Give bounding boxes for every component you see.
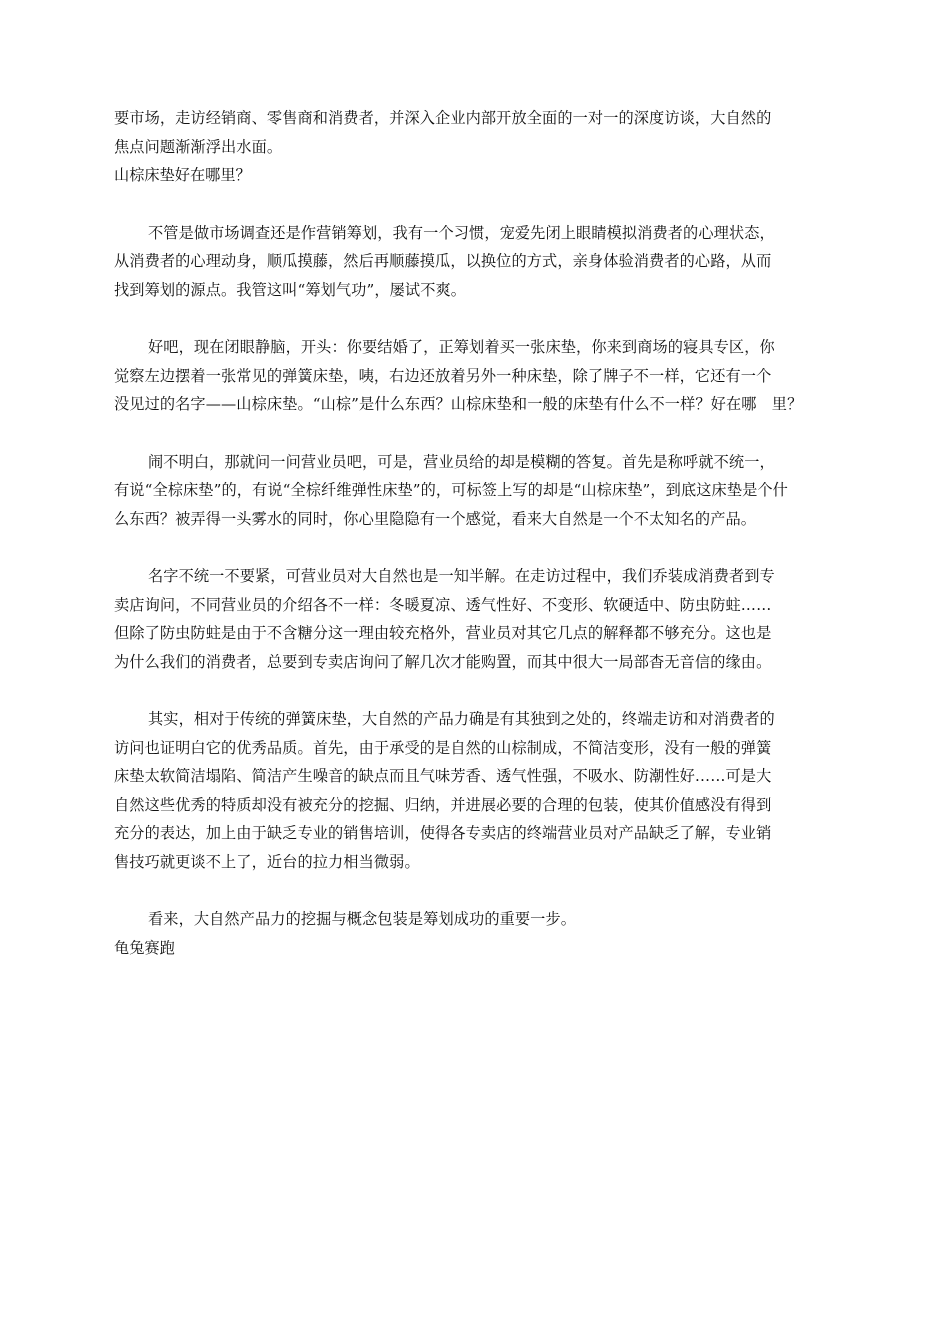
paragraph-6 bbox=[114, 905, 844, 934]
text-line: 要市场，走访经销商、零售商和消费者，并深入企业内部开放全面的一对一的深度访谈，大自然的 bbox=[114, 109, 772, 127]
section-heading: 山棕床垫好在哪里？ bbox=[114, 166, 251, 184]
text-line: 看来，大自然产品力的挖掘与概念包装是筹划成功的重要一步。 bbox=[148, 910, 577, 928]
paragraph-5 bbox=[114, 705, 844, 876]
paragraph-1 bbox=[114, 219, 844, 305]
text-line: 么东西？被弄得一头雾水的同时，你心里隐隐有一个感觉，看来大自然是一个不太知名的产品。 bbox=[114, 509, 757, 528]
text-line: 没见过的名字——山棕床垫。“山棕”是什么东西？山棕床垫和一般的床垫有什么不一样？好在哪 里？ bbox=[114, 395, 803, 413]
text-line: 觉察左边摆着一张常见的弹簧床垫，咦，右边还放着另外一种床垫，除了牌子不一样，它还有一个 bbox=[114, 366, 772, 385]
text-line: 焦点问题渐渐浮出水面。 bbox=[114, 137, 283, 156]
text-line: 充分的表达，加上由于缺乏专业的销售培训，使得各专卖店的终端营业员对产品缺乏了解，专业销 bbox=[114, 824, 772, 842]
text-line: 售技巧就更谈不上了，近台的拉力相当微弱。 bbox=[114, 852, 420, 871]
text-line: 名字不统一不要紧，可营业员对大自然也是一知半解。在走访过程中，我们乔装成消费者到专 bbox=[148, 567, 775, 585]
text-line: 好吧，现在闭眼静脑，开头：你要结婚了，正筹划着买一张床垫，你来到商场的寝具专区，你 bbox=[148, 338, 775, 356]
document-page bbox=[114, 104, 844, 962]
text-line: 但除了防虫防蛀是由于不含糖分这一理由较充格外，营业员对其它几点的解释都不够充分。这也是 bbox=[114, 624, 772, 642]
text-line: 为什么我们的消费者，总要到专卖店询问了解几次才能购置，而其中很大一局部杳无音信的缘由。 bbox=[114, 652, 772, 671]
text-line: 从消费者的心理动身，顺瓜摸藤，然后再顺藤摸瓜，以换位的方式，亲身体验消费者的心路，从而 bbox=[114, 252, 772, 270]
paragraph-2 bbox=[114, 333, 844, 419]
text-line: 访问也证明白它的优秀品质。首先，由于承受的是自然的山棕制成，不简洁变形，没有一般的弹簧 bbox=[114, 738, 772, 757]
text-line: 不管是做市场调查还是作营销筹划，我有一个习惯，宠爱先闭上眼睛模拟消费者的心理状态， bbox=[148, 223, 775, 242]
text-line: 闹不明白，那就问一问营业员吧，可是，营业员给的却是模糊的答复。首先是称呼就不统一， bbox=[148, 452, 775, 471]
text-line: 卖店询问，不同营业员的介绍各不一样：冬暖夏凉、透气性好、不变形、软硬适中、防虫防蛀…… bbox=[114, 595, 772, 614]
text-line: 自然这些优秀的特质却没有被充分的挖掘、归纳，并进展必要的合理的包装，使其价值感没有得到 bbox=[114, 795, 772, 814]
text-line: 床垫太软简洁塌陷、简洁产生噪音的缺点而且气味芳香、透气性强，不吸水、防潮性好……可是大 bbox=[114, 767, 772, 785]
intro-paragraph bbox=[114, 104, 844, 161]
paragraph-3 bbox=[114, 448, 844, 534]
text-line: 其实，相对于传统的弹簧床垫，大自然的产品力确是有其独到之处的，终端走访和对消费者的 bbox=[148, 710, 775, 728]
closing-heading: 龟兔赛跑 bbox=[114, 938, 175, 957]
text-line: 有说“全棕床垫”的，有说“全棕纤维弹性床垫”的，可标签上写的却是“山棕床垫”，到底这床垫是个什 bbox=[114, 481, 788, 499]
text-line: 找到筹划的源点。我管这叫“筹划气功”，屡试不爽。 bbox=[114, 280, 467, 299]
paragraph-4 bbox=[114, 562, 844, 676]
